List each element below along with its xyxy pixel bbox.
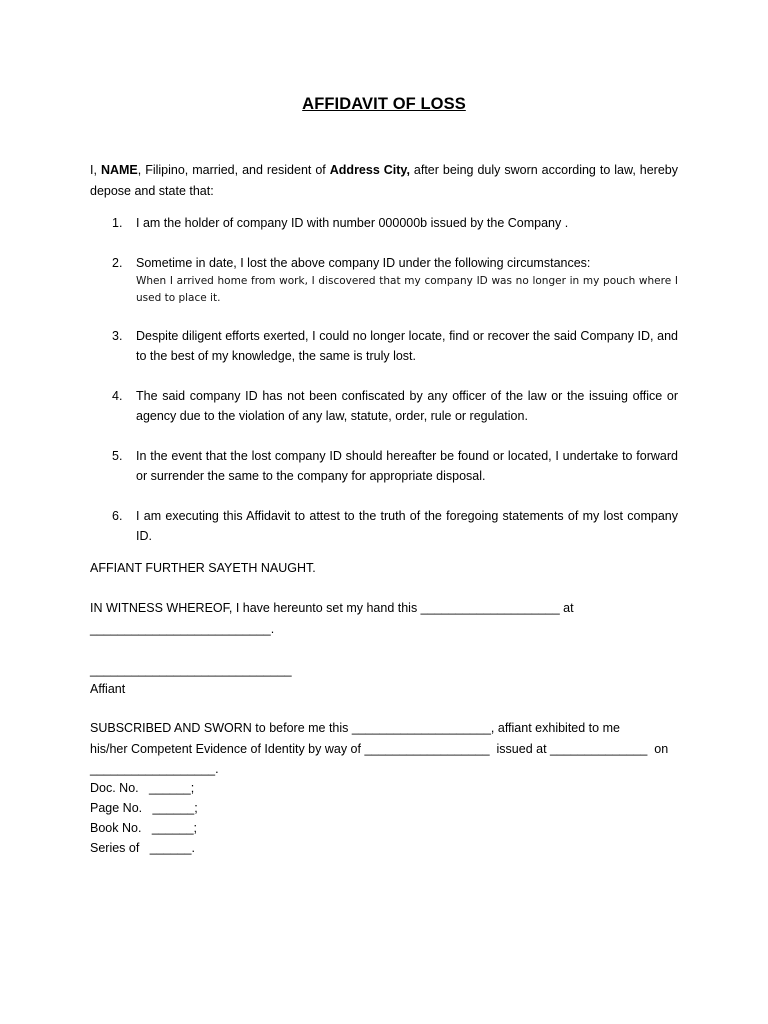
list-item-text: I am executing this Affidavit to attest to the truth of the foregoing statements of my lost company ID. [136,509,678,543]
notary-page-no: Page No. ______; [90,801,198,815]
list-item [90,446,678,486]
notary-doc-no: Doc. No. ______; [90,781,195,795]
affiant-city: Address City, [329,163,410,177]
signature-line: _____________________________ [90,663,292,677]
list-item-number: 1. [112,216,123,230]
list-item-text: I am the holder of company ID with number 000000b issued by the Company . [136,216,569,230]
intro-part3: after being duly sworn according to law, hereby depose and state that: [90,163,678,198]
list-item-text: The said company ID has not been confiscated by any officer of the law or the issuing office or agency due to the violation of any law, statute, order, rule or regulation. [136,389,678,423]
witness-line-1: IN WITNESS WHEREOF, I have hereunto set my hand this ____________________ at [90,601,574,615]
witness-line-2: __________________________. [90,622,275,636]
intro-paragraph [90,160,678,202]
list-item-text: Sometime in date, I lost the above company ID under the following circumstances: [136,256,591,270]
subscribed-line-2: his/her Competent Evidence of Identity by way of __________________ issued at ______________ on [90,742,669,756]
notary-book-no: Book No. ______; [90,821,198,835]
intro-part1: I, [90,163,101,177]
list-item-number: 5. [112,449,123,463]
intro-part2: , Filipino, married, and resident of [137,163,330,177]
affiant-name: NAME [100,163,138,177]
list-item-subtext: When I arrived home from work, I discovered that my company ID was no longer in my pouch where I used to place it. [136,275,678,304]
list-item-number: 3. [112,329,123,343]
further-statement: AFFIANT FURTHER SAYETH NAUGHT. [90,561,316,575]
list-item [90,326,678,366]
list-item [90,253,678,307]
list-item-text: In the event that the lost company ID should hereafter be found or located, I undertake to forward or surrender the same to the company for appropriate disposal. [136,449,678,483]
affiant-label: Affiant [90,682,126,696]
list-item-number: 6. [112,509,123,523]
list-item [90,506,678,546]
list-item [90,386,678,426]
notary-series: Series of ______. [90,841,195,855]
list-item [90,213,678,233]
document-title: AFFIDAVIT OF LOSS [302,95,466,113]
list-item-text: Despite diligent efforts exerted, I could no longer locate, find or recover the said Company ID, and to the best of my knowledge, the same is truly lost. [136,329,678,363]
list-item-number: 2. [112,256,123,270]
list-item-number: 4. [112,389,123,403]
subscribed-line-3: __________________. [90,762,219,776]
subscribed-line-1: SUBSCRIBED AND SWORN to before me this ____________________, affiant exhibited to me [90,721,620,735]
